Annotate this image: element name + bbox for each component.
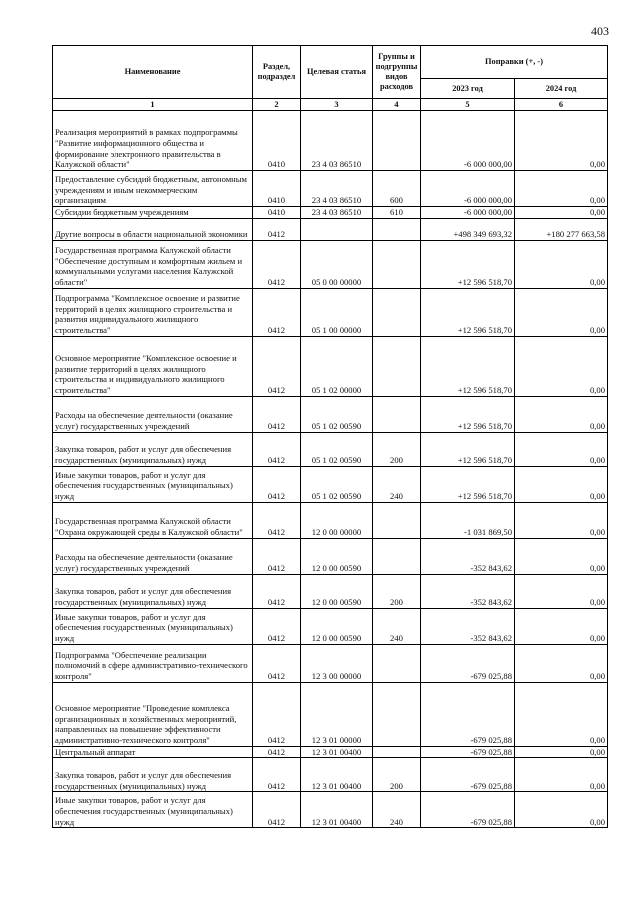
table-row xyxy=(53,758,608,792)
column-number: 5 xyxy=(421,99,515,111)
row-section: 0412 xyxy=(253,218,301,240)
row-name: Закупка товаров, работ и услуг для обеспечения государственных (муниципальных) нужд xyxy=(53,574,253,608)
row-amount-2024: 0,00 xyxy=(515,746,608,758)
row-target: 12 0 00 00590 xyxy=(301,608,373,644)
row-group xyxy=(373,502,421,538)
row-target: 12 3 01 00400 xyxy=(301,792,373,828)
row-group xyxy=(373,336,421,396)
row-name: Реализация мероприятий в рамках подпрограммы "Развитие информационного общества и формирование электронного правительства в Калужской области" xyxy=(53,111,253,171)
row-amount-2023: -352 843,62 xyxy=(421,608,515,644)
column-number: 3 xyxy=(301,99,373,111)
row-amount-2024: 0,00 xyxy=(515,792,608,828)
row-group xyxy=(373,644,421,682)
table-row xyxy=(53,644,608,682)
budget-amendments-table xyxy=(52,45,608,828)
row-group xyxy=(373,538,421,574)
row-amount-2023: -679 025,88 xyxy=(421,746,515,758)
row-amount-2024: 0,00 xyxy=(515,207,608,219)
row-target xyxy=(301,218,373,240)
header-section: Раздел, подраздел xyxy=(253,46,301,99)
row-target: 23 4 03 86510 xyxy=(301,111,373,171)
row-name: Основное мероприятие "Проведение комплекса организационных и хозяйственных мероприятий, направленных на повышение эффективности административно-технического контроля" xyxy=(53,682,253,746)
row-name: Субсидии бюджетным учреждениям xyxy=(53,207,253,219)
table-row xyxy=(53,574,608,608)
row-amount-2023: +12 596 518,70 xyxy=(421,288,515,336)
row-amount-2023: -6 000 000,00 xyxy=(421,207,515,219)
row-group: 200 xyxy=(373,432,421,466)
row-section: 0410 xyxy=(253,171,301,207)
table-row xyxy=(53,538,608,574)
row-target: 12 0 00 00590 xyxy=(301,538,373,574)
row-group xyxy=(373,111,421,171)
row-amount-2024: 0,00 xyxy=(515,288,608,336)
row-amount-2024: 0,00 xyxy=(515,171,608,207)
row-amount-2023: +12 596 518,70 xyxy=(421,336,515,396)
row-name: Закупка товаров, работ и услуг для обеспечения государственных (муниципальных) нужд xyxy=(53,758,253,792)
row-target: 05 0 00 00000 xyxy=(301,240,373,288)
row-target: 05 1 02 00590 xyxy=(301,396,373,432)
row-name: Другие вопросы в области национальной экономики xyxy=(53,218,253,240)
table-row xyxy=(53,396,608,432)
table-row xyxy=(53,792,608,828)
row-section: 0412 xyxy=(253,288,301,336)
table-row xyxy=(53,111,608,171)
row-target: 05 1 02 00590 xyxy=(301,466,373,502)
table-row xyxy=(53,608,608,644)
row-amount-2023: -679 025,88 xyxy=(421,682,515,746)
row-amount-2024: 0,00 xyxy=(515,644,608,682)
row-section: 0412 xyxy=(253,574,301,608)
row-amount-2024: 0,00 xyxy=(515,466,608,502)
row-group: 240 xyxy=(373,792,421,828)
row-target: 23 4 03 86510 xyxy=(301,207,373,219)
row-amount-2023: +12 596 518,70 xyxy=(421,396,515,432)
row-section: 0412 xyxy=(253,502,301,538)
row-target: 12 0 00 00000 xyxy=(301,502,373,538)
row-amount-2023: -1 031 869,50 xyxy=(421,502,515,538)
row-amount-2023: -679 025,88 xyxy=(421,758,515,792)
row-amount-2023: -6 000 000,00 xyxy=(421,171,515,207)
table-row xyxy=(53,746,608,758)
row-section: 0410 xyxy=(253,111,301,171)
row-group xyxy=(373,682,421,746)
row-group xyxy=(373,746,421,758)
table-row xyxy=(53,682,608,746)
header-name: Наименование xyxy=(53,46,253,99)
row-amount-2024: 0,00 xyxy=(515,538,608,574)
row-amount-2023: -352 843,62 xyxy=(421,538,515,574)
row-amount-2024: 0,00 xyxy=(515,111,608,171)
row-name: Основное мероприятие "Комплексное освоение и развитие территорий в целях жилищного строительства и индивидуального жилищного строительства" xyxy=(53,336,253,396)
row-target: 05 1 02 00590 xyxy=(301,432,373,466)
table-body xyxy=(53,111,608,828)
row-section: 0412 xyxy=(253,240,301,288)
row-group: 200 xyxy=(373,574,421,608)
row-amount-2024: 0,00 xyxy=(515,608,608,644)
table-row xyxy=(53,336,608,396)
row-name: Расходы на обеспечение деятельности (оказание услуг) государственных учреждений xyxy=(53,396,253,432)
row-amount-2024: 0,00 xyxy=(515,574,608,608)
row-section: 0412 xyxy=(253,336,301,396)
row-name: Подпрограмма "Комплексное освоение и развитие территорий в целях жилищного строительства и развития индивидуального жилищного строительства" xyxy=(53,288,253,336)
header-year-2024: 2024 год xyxy=(515,79,608,99)
row-group: 240 xyxy=(373,466,421,502)
row-target: 05 1 00 00000 xyxy=(301,288,373,336)
row-amount-2023: +12 596 518,70 xyxy=(421,466,515,502)
row-target: 12 3 01 00400 xyxy=(301,758,373,792)
row-section: 0412 xyxy=(253,746,301,758)
column-number: 4 xyxy=(373,99,421,111)
row-amount-2023: -352 843,62 xyxy=(421,574,515,608)
row-amount-2024: 0,00 xyxy=(515,758,608,792)
table-row xyxy=(53,432,608,466)
row-amount-2023: -679 025,88 xyxy=(421,644,515,682)
row-name: Государственная программа Калужской области "Обеспечение доступным и комфортным жильем и коммунальными услугами населения Калужской области" xyxy=(53,240,253,288)
row-amount-2024: +180 277 663,58 xyxy=(515,218,608,240)
row-amount-2024: 0,00 xyxy=(515,336,608,396)
table-row xyxy=(53,218,608,240)
row-name: Иные закупки товаров, работ и услуг для обеспечения государственных (муниципальных) нужд xyxy=(53,608,253,644)
row-amount-2023: -6 000 000,00 xyxy=(421,111,515,171)
column-numbers-row xyxy=(53,99,608,111)
row-section: 0412 xyxy=(253,396,301,432)
row-amount-2023: +498 349 693,32 xyxy=(421,218,515,240)
row-section: 0412 xyxy=(253,608,301,644)
row-name: Предоставление субсидий бюджетным, автономным учреждениям и иным некоммерческим организациям xyxy=(53,171,253,207)
header-groups: Группы и подгруппы видов расходов xyxy=(373,46,421,99)
row-name: Расходы на обеспечение деятельности (оказание услуг) государственных учреждений xyxy=(53,538,253,574)
table-row xyxy=(53,466,608,502)
row-amount-2023: +12 596 518,70 xyxy=(421,432,515,466)
row-group: 240 xyxy=(373,608,421,644)
row-amount-2024: 0,00 xyxy=(515,240,608,288)
row-amount-2024: 0,00 xyxy=(515,432,608,466)
table-row xyxy=(53,240,608,288)
row-group xyxy=(373,396,421,432)
row-name: Центральный аппарат xyxy=(53,746,253,758)
row-section: 0412 xyxy=(253,792,301,828)
row-target: 23 4 03 86510 xyxy=(301,171,373,207)
row-target: 12 3 01 00400 xyxy=(301,746,373,758)
row-group: 200 xyxy=(373,758,421,792)
table-row xyxy=(53,207,608,219)
table-row xyxy=(53,288,608,336)
row-target: 12 0 00 00590 xyxy=(301,574,373,608)
row-section: 0412 xyxy=(253,432,301,466)
row-group: 600 xyxy=(373,171,421,207)
row-name: Закупка товаров, работ и услуг для обеспечения государственных (муниципальных) нужд xyxy=(53,432,253,466)
row-target: 12 3 01 00000 xyxy=(301,682,373,746)
row-target: 12 3 00 00000 xyxy=(301,644,373,682)
row-name: Подпрограмма "Обеспечение реализации полномочий в сфере административно-технического контроля" xyxy=(53,644,253,682)
column-number: 6 xyxy=(515,99,608,111)
row-section: 0412 xyxy=(253,644,301,682)
column-number: 2 xyxy=(253,99,301,111)
page-number: 403 xyxy=(591,24,609,38)
row-name: Государственная программа Калужской области "Охрана окружающей среды в Калужской области" xyxy=(53,502,253,538)
header-target: Целевая статья xyxy=(301,46,373,99)
row-target: 05 1 02 00000 xyxy=(301,336,373,396)
row-section: 0412 xyxy=(253,466,301,502)
row-group xyxy=(373,218,421,240)
row-section: 0412 xyxy=(253,682,301,746)
table-row xyxy=(53,502,608,538)
row-name: Иные закупки товаров, работ и услуг для обеспечения государственных (муниципальных) нужд xyxy=(53,466,253,502)
row-amount-2023: -679 025,88 xyxy=(421,792,515,828)
row-name: Иные закупки товаров, работ и услуг для обеспечения государственных (муниципальных) нужд xyxy=(53,792,253,828)
table-row xyxy=(53,171,608,207)
column-number: 1 xyxy=(53,99,253,111)
row-group: 610 xyxy=(373,207,421,219)
row-amount-2024: 0,00 xyxy=(515,502,608,538)
row-amount-2024: 0,00 xyxy=(515,682,608,746)
header-amendments: Поправки (+, -) xyxy=(421,46,608,79)
row-amount-2023: +12 596 518,70 xyxy=(421,240,515,288)
row-amount-2024: 0,00 xyxy=(515,396,608,432)
row-section: 0410 xyxy=(253,207,301,219)
row-section: 0412 xyxy=(253,538,301,574)
row-section: 0412 xyxy=(253,758,301,792)
row-group xyxy=(373,288,421,336)
row-group xyxy=(373,240,421,288)
header-year-2023: 2023 год xyxy=(421,79,515,99)
